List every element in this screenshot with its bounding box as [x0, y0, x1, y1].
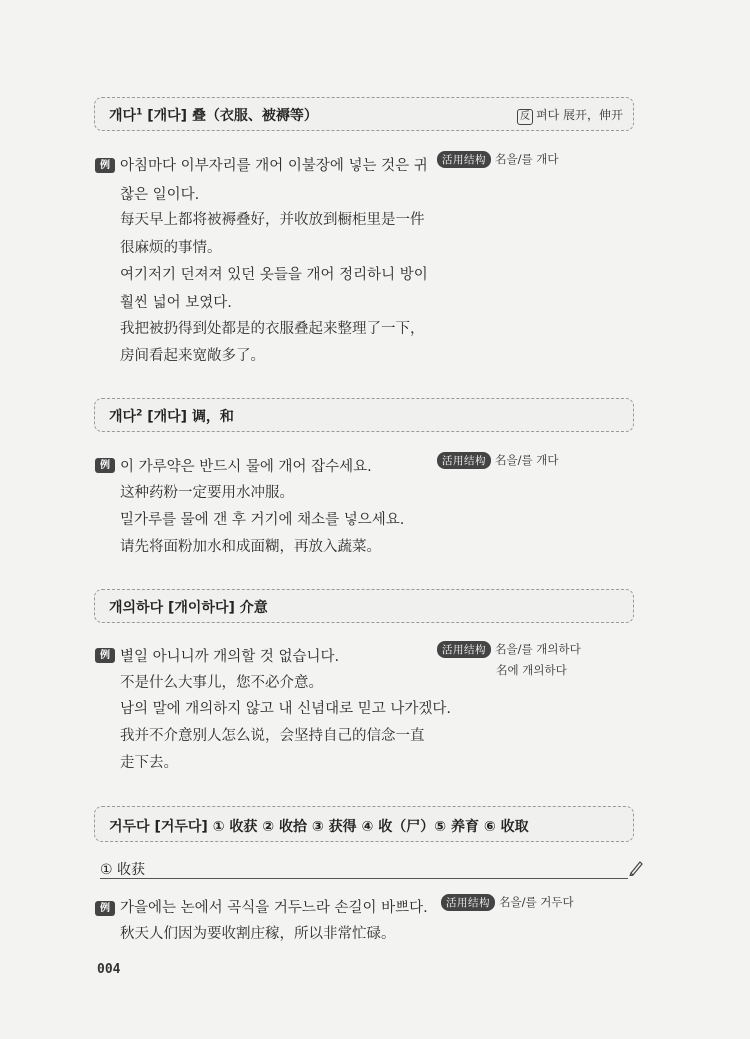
- sense-heading: ① 收获: [100, 862, 146, 878]
- example-line: 房间看起来宽敞多了。: [120, 348, 265, 364]
- meaning: 介意: [239, 600, 268, 616]
- example-line: 별일 아니니까 개의할 것 없습니다.: [120, 649, 340, 665]
- antonym-text: 펴다 展开，伸开: [536, 108, 623, 122]
- meaning: 调，和: [191, 409, 234, 425]
- antonym: [517, 106, 623, 125]
- example-line: 请先将面粉加水和成面糊，再放入蔬菜。: [120, 539, 381, 555]
- entry-headword: [109, 406, 234, 426]
- usage-pattern: 名을/를 개다: [495, 453, 559, 467]
- pronunciation: [개이하다]: [167, 600, 235, 616]
- pronunciation: [개다]: [147, 108, 188, 124]
- entry-headword: [109, 597, 268, 617]
- entry-header-box: [94, 589, 634, 623]
- entry-header-box: [94, 398, 634, 432]
- usage-pattern: 名을/를 거두다: [499, 895, 574, 909]
- usage-pattern-secondary: 名에 개의하다: [496, 663, 567, 677]
- entry-header-box: [94, 97, 634, 131]
- entry-headword: [109, 816, 529, 836]
- entry-headword: [109, 105, 318, 125]
- pronunciation: [거두다]: [154, 819, 208, 835]
- usage-structure-badge: 活用结构: [437, 151, 491, 168]
- example-line: 不是什么大事儿，您不必介意。: [120, 675, 323, 691]
- example-line: 아침마다 이부자리를 개어 이불장에 넣는 것은 귀: [120, 158, 428, 174]
- usage-structure-badge: 活用结构: [437, 641, 491, 658]
- headword: 개의하다: [109, 600, 164, 616]
- usage-pattern: 名을/를 개의하다: [495, 642, 581, 656]
- pronunciation: [개다]: [147, 409, 188, 425]
- example-tag-icon: 例: [95, 458, 115, 473]
- usage-structure: [437, 641, 581, 658]
- example-tag-icon: 例: [95, 648, 115, 663]
- example-line: 남의 말에 개의하지 않고 내 신념대로 믿고 나가겠다.: [120, 701, 452, 717]
- example-line: 我把被扔得到处都是的衣服叠起来整理了一下，: [120, 321, 425, 337]
- antonym-mark-icon: 反: [517, 109, 533, 125]
- example-line: 走下去。: [120, 755, 178, 771]
- example-tag-icon: 例: [95, 158, 115, 173]
- headword: 개다: [109, 409, 137, 425]
- example-line: 훨씬 넓어 보였다.: [120, 295, 232, 311]
- example-line: 很麻烦的事情。: [120, 240, 222, 256]
- entry-header-box: [94, 806, 634, 842]
- usage-structure: [441, 894, 574, 911]
- example-line: 这种药粉一定要用水冲服。: [120, 485, 294, 501]
- example-line: 밀가루를 물에 갠 후 거기에 채소를 넣으세요.: [120, 512, 405, 528]
- homonym-number: 1: [136, 107, 143, 118]
- meaning: ① 收获 ② 收拾 ③ 获得 ④ 收（尸）⑤ 养育 ⑥ 收取: [212, 819, 529, 835]
- usage-structure: [437, 151, 558, 168]
- page-number: 004: [97, 962, 121, 977]
- example-line: 每天早上都将被褥叠好，并收放到橱柜里是一件: [120, 212, 425, 228]
- headword: 개다: [109, 108, 137, 124]
- sense-divider: [100, 878, 628, 879]
- meaning: 叠（衣服、被褥等）: [191, 108, 318, 124]
- example-tag-icon: 例: [95, 901, 115, 916]
- example-line: 秋天人们因为要收割庄稼，所以非常忙碌。: [120, 926, 396, 942]
- headword: 거두다: [109, 819, 150, 835]
- example-line: 찮은 일이다.: [120, 187, 200, 203]
- usage-structure-badge: 活用结构: [441, 894, 495, 911]
- usage-pattern: 名을/를 개다: [495, 152, 559, 166]
- example-line: 여기저기 던져져 있던 옷들을 개어 정리하니 방이: [120, 267, 428, 283]
- usage-structure: [437, 452, 558, 469]
- example-line: 我并不介意别人怎么说，会坚持自己的信念一直: [120, 728, 425, 744]
- pencil-icon: [628, 858, 644, 876]
- example-line: 이 가루약은 반드시 물에 개어 잡수세요.: [120, 459, 372, 475]
- usage-structure-badge: 活用结构: [437, 452, 491, 469]
- homonym-number: 2: [136, 408, 143, 419]
- example-line: 가을에는 논에서 곡식을 거두느라 손길이 바쁘다.: [120, 900, 428, 916]
